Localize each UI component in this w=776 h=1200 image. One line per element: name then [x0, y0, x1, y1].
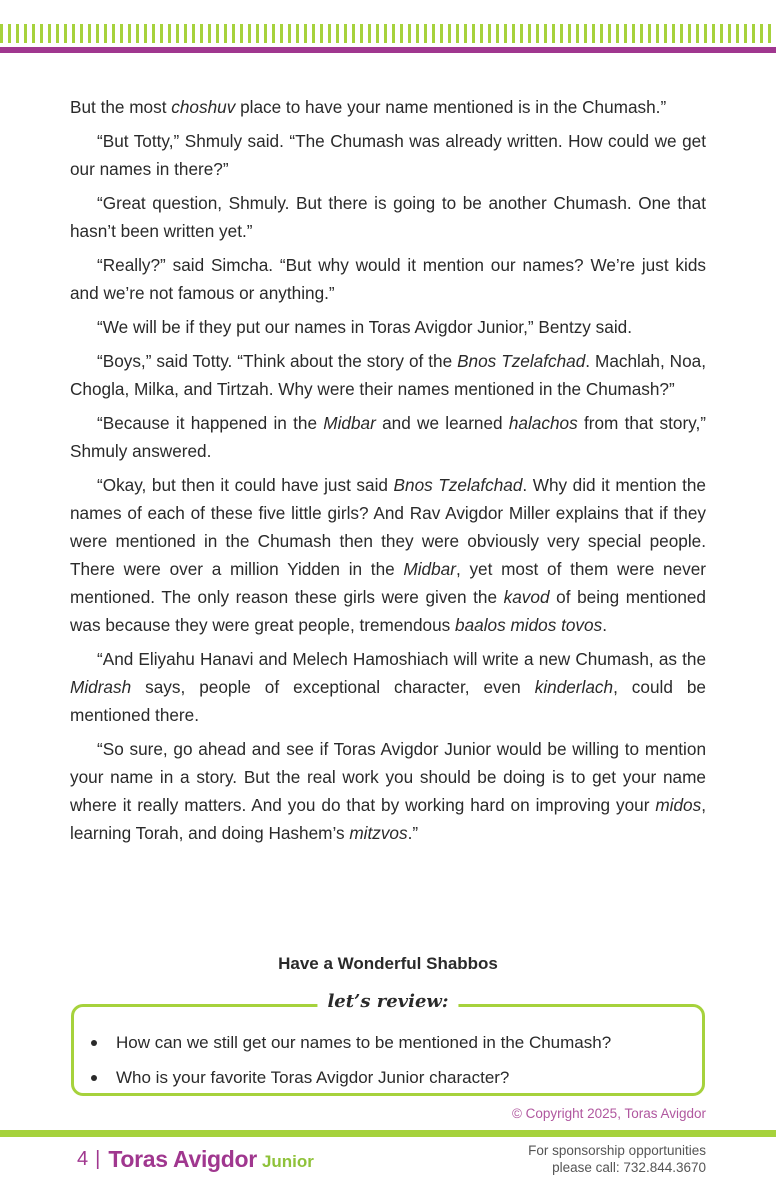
text-run: . Why did it mention the names of each of these five little girls? And Rav Avigdor Miller explains that if they were mentioned in the Chumash then they were obviously very special people. There were over a million Yidden in the	[70, 475, 706, 579]
italic-term: kavod	[503, 587, 550, 607]
text-run: says, people of exceptional character, even	[131, 677, 535, 697]
top-decorative-bar	[0, 0, 776, 56]
italic-term: Midbar	[403, 559, 456, 579]
review-question: Who is your favorite Toras Avigdor Junior character?	[88, 1060, 702, 1095]
story-paragraph	[70, 313, 706, 341]
story-paragraph	[70, 409, 706, 465]
italic-term: choshuv	[171, 97, 236, 117]
purple-rule	[0, 47, 776, 53]
text-run: “Because it happened in the	[97, 413, 324, 433]
text-run: “So sure, go ahead and see if Toras Avigdor Junior would be willing to mention your name in a story. But the real work you should be doing is to get your name where it really matters. And you do that by working hard on improving your	[70, 739, 706, 815]
review-title: let’s review:	[317, 991, 458, 1012]
text-run: But the most	[70, 97, 172, 117]
italic-term: halachos	[508, 413, 578, 433]
story-paragraph	[70, 645, 706, 729]
brand-logo-sub: Junior	[261, 1151, 314, 1171]
green-rule	[0, 1130, 776, 1137]
text-run: .”	[407, 823, 419, 843]
text-run: “And Eliyahu Hanavi and Melech Hamoshiach will write a new Chumash, as the	[97, 649, 706, 669]
copyright-notice: © Copyright 2025, Toras Avigdor	[511, 1106, 706, 1121]
review-box	[71, 991, 705, 1096]
text-run: . Machlah, Noa, Chogla, Milka, and Tirtzah. Why were their names mentioned in the Chumash?”	[70, 351, 706, 399]
italic-term: Bnos Tzelafchad	[393, 475, 523, 495]
story-paragraph	[70, 189, 706, 245]
text-run: “Okay, but then it could have just said	[97, 475, 394, 495]
text-run: , could be mentioned there.	[70, 677, 706, 725]
text-run: “Really?” said Simcha. “But why would it mention our names? We’re just kids and we’re not famous or anything.”	[70, 255, 706, 303]
tick-pattern	[0, 24, 776, 43]
text-run: “But Totty,” Shmuly said. “The Chumash was already written. How could we get our names in there?”	[70, 131, 706, 179]
text-run: “Boys,” said Totty. “Think about the story of the	[97, 351, 458, 371]
story-paragraph	[70, 127, 706, 183]
text-run: “Great question, Shmuly. But there is going to be another Chumash. One that hasn’t been written yet.”	[70, 193, 706, 241]
italic-term: Midbar	[323, 413, 376, 433]
text-run: of being mentioned was because they were great people, tremendous	[70, 587, 706, 635]
sponsorship-info	[528, 1142, 706, 1176]
italic-term: Midrash	[70, 677, 132, 697]
story-paragraph	[70, 347, 706, 403]
brand-logo-main: Toras Avigdor	[108, 1146, 257, 1172]
text-run: place to have your name mentioned is in the Chumash.”	[235, 97, 667, 117]
story-body	[70, 93, 706, 853]
story-paragraph	[70, 251, 706, 307]
footer-brand	[77, 1146, 314, 1173]
text-run: “We will be if they put our names in Toras Avigdor Junior,” Bentzy said.	[97, 317, 632, 337]
text-run: .	[602, 615, 607, 635]
story-paragraph	[70, 471, 706, 639]
story-paragraph	[70, 735, 706, 847]
italic-term: Bnos Tzelafchad	[457, 351, 586, 371]
italic-term: mitzvos	[349, 823, 408, 843]
closing-line: Have a Wonderful Shabbos	[278, 954, 498, 973]
italic-term: baalos midos tovos	[455, 615, 603, 635]
italic-term: midos	[655, 795, 702, 815]
page-number: 4	[77, 1148, 89, 1170]
text-run: and we learned	[375, 413, 509, 433]
sponsorship-line: For sponsorship opportunities	[528, 1143, 706, 1158]
text-run: , yet most of them were never mentioned. The only reason these girls were given the	[70, 559, 706, 607]
footer-separator: |	[95, 1148, 101, 1170]
sponsorship-phone: please call: 732.844.3670	[552, 1160, 706, 1175]
italic-term: kinderlach	[534, 677, 614, 697]
text-run: , learning Torah, and doing Hashem’s	[70, 795, 706, 843]
text-run: from that story,” Shmuly answered.	[70, 413, 706, 461]
review-question: How can we still get our names to be mentioned in the Chumash?	[88, 1025, 702, 1060]
review-list	[74, 1007, 702, 1095]
story-paragraph	[70, 93, 706, 121]
